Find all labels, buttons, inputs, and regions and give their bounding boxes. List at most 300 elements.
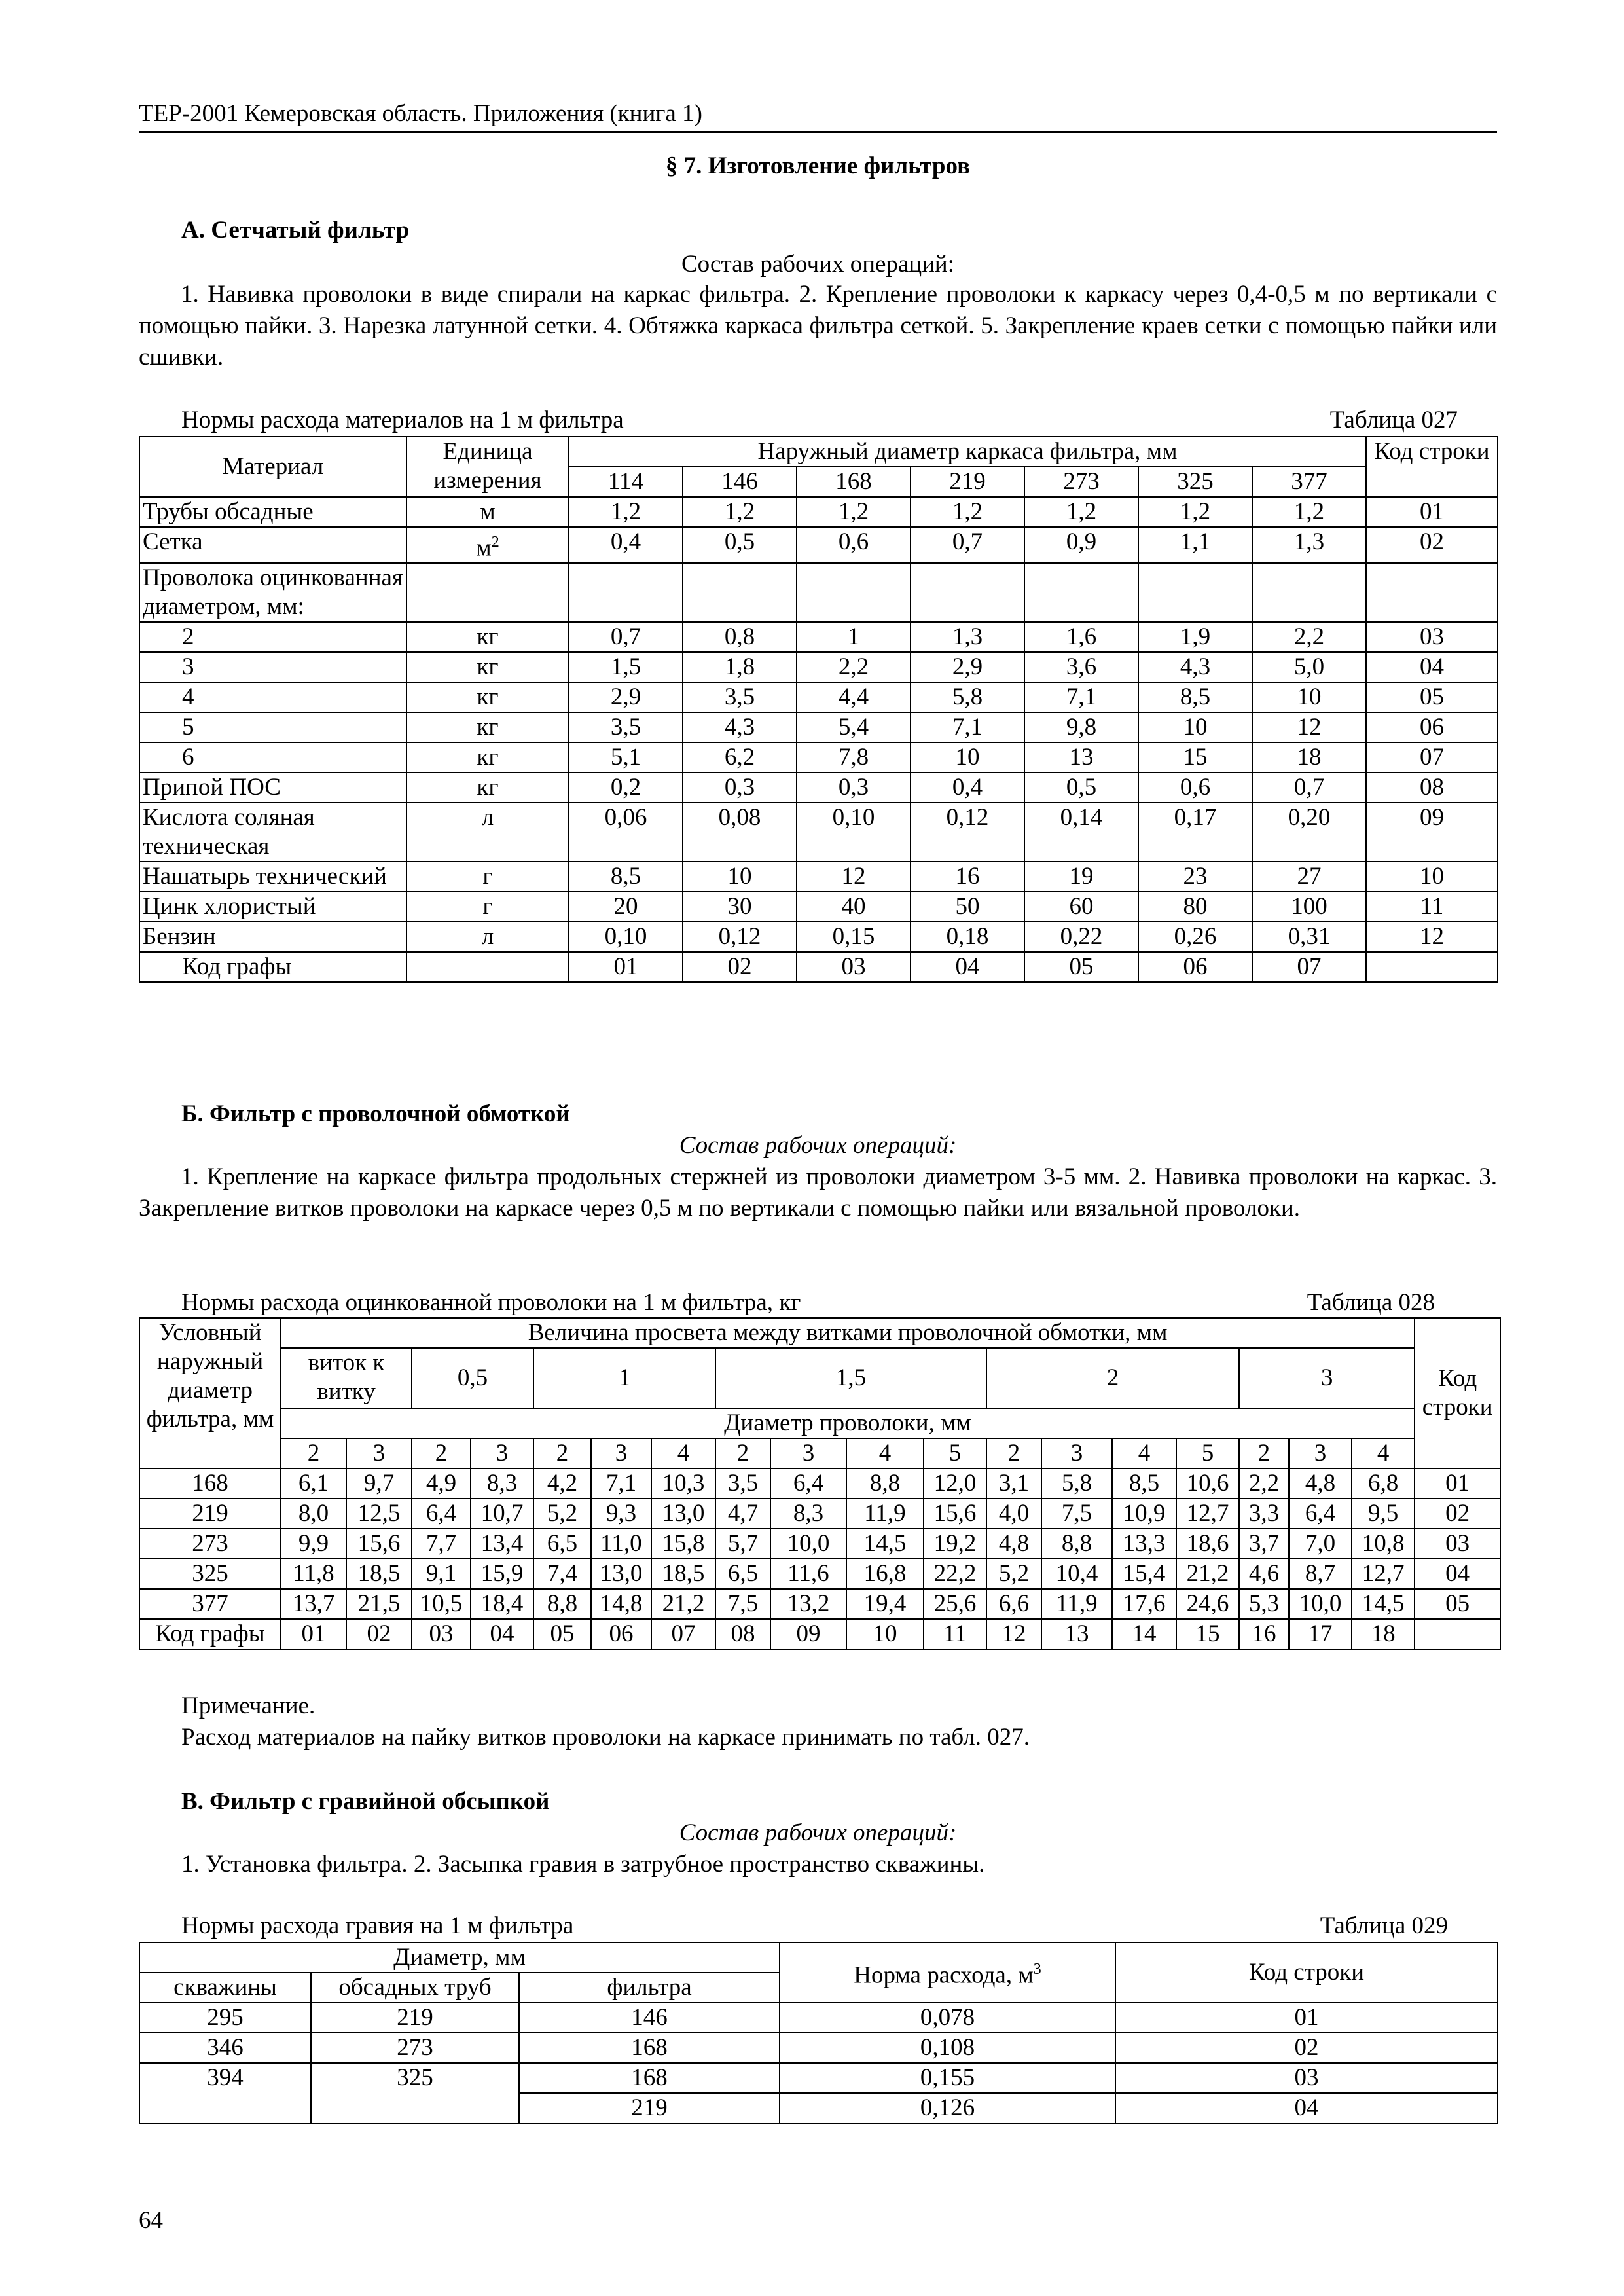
t27-value [1024, 563, 1138, 622]
t27-value: 1,3 [1252, 527, 1366, 563]
t27-value: 0,7 [911, 527, 1024, 563]
t27-value: 19 [1024, 862, 1138, 892]
t28-graph-code: 17 [1289, 1619, 1352, 1649]
t29-norm: 0,108 [780, 2033, 1115, 2063]
t28-value: 6,1 [281, 1468, 346, 1499]
t27-value: 0,12 [911, 803, 1024, 862]
t27-row [139, 527, 1498, 563]
t28-value: 8,8 [533, 1589, 591, 1619]
t28-value: 11,0 [591, 1529, 651, 1559]
t28-value: 10,3 [651, 1468, 715, 1499]
t28-value: 4,8 [986, 1529, 1041, 1559]
t28-value: 9,1 [412, 1559, 471, 1589]
t28-header-wire-diameter: Диаметр проволоки, мм [281, 1408, 1415, 1438]
t27-graph-code: 05 [1024, 952, 1138, 982]
t27-value: 0,06 [569, 803, 683, 862]
t27-value: 2,9 [569, 682, 683, 712]
t28-value: 11,9 [846, 1499, 924, 1529]
t28-wire-diameter: 3 [471, 1438, 533, 1468]
t29-norm: 0,126 [780, 2093, 1115, 2123]
t28-value: 4,8 [1289, 1468, 1352, 1499]
t27-value: 12 [1252, 712, 1366, 742]
t29-casing: 219 [311, 2003, 519, 2033]
t28-value: 15,4 [1112, 1559, 1176, 1589]
t27-material: 5 [139, 712, 406, 742]
t27-value: 1,9 [1138, 622, 1252, 652]
t28-graph-blank [1415, 1619, 1500, 1649]
t27-value: 0,10 [569, 922, 683, 952]
t28-value: 17,6 [1112, 1589, 1176, 1619]
t28-header-gap: Величина просвета между витками проволочной обмотки, мм [281, 1318, 1415, 1348]
t28-value: 22,2 [924, 1559, 986, 1589]
t27-code: 11 [1366, 892, 1498, 922]
t28-code: 03 [1415, 1529, 1500, 1559]
t28-value: 9,3 [591, 1499, 651, 1529]
t27-value [911, 563, 1024, 622]
t28-diameter: 219 [139, 1499, 281, 1529]
t28-value: 4,2 [533, 1468, 591, 1499]
t28-value: 14,5 [846, 1529, 924, 1559]
t27-unit [406, 922, 569, 952]
part-c-ops-text: 1. Установка фильтра. 2. Засыпка гравия в затрубное пространство скважины. [181, 1851, 985, 1878]
t28-code: 04 [1415, 1559, 1500, 1589]
t28-value: 10,6 [1176, 1468, 1239, 1499]
t27-value: 1 [797, 622, 911, 652]
t27-unit-text: г [482, 863, 493, 890]
t27-unit-text: кг [477, 653, 499, 681]
t27-diam-219: 219 [911, 467, 1024, 497]
t28-wire-diameter: 3 [770, 1438, 846, 1468]
t27-value: 0,10 [797, 803, 911, 862]
t27-value: 20 [569, 892, 683, 922]
t29-well: 394 [139, 2063, 311, 2123]
t27-unit [406, 622, 569, 652]
t28-value: 6,6 [986, 1589, 1041, 1619]
t28-value: 11,8 [281, 1559, 346, 1589]
t27-value: 0,4 [569, 527, 683, 563]
t28-wire-diameter: 2 [533, 1438, 591, 1468]
t27-material: 6 [139, 742, 406, 773]
t28-diameter: 273 [139, 1529, 281, 1559]
t28-diameter: 168 [139, 1468, 281, 1499]
t28-value: 5,2 [986, 1559, 1041, 1589]
t27-material: Проволока оцинкованная диаметром, мм: [139, 563, 406, 622]
t27-row [139, 622, 1498, 652]
t28-wire-diameter: 4 [1352, 1438, 1415, 1468]
t27-unit [406, 682, 569, 712]
t27-value: 3,5 [569, 712, 683, 742]
t29-code: 01 [1115, 2003, 1498, 2033]
t27-row [139, 682, 1498, 712]
t27-value: 2,2 [797, 652, 911, 682]
t27-value: 4,3 [1138, 652, 1252, 682]
t28-value: 18,5 [651, 1559, 715, 1589]
t27-value: 10 [1138, 712, 1252, 742]
t28-wire-diameter: 3 [1289, 1438, 1352, 1468]
t28-value: 6,4 [1289, 1499, 1352, 1529]
t28-value: 13,3 [1112, 1529, 1176, 1559]
t27-row [139, 773, 1498, 803]
t27-graph-code: 01 [569, 952, 683, 982]
t28-graph-label: Код графы [139, 1619, 281, 1649]
t27-unit-text: кг [477, 774, 499, 801]
t28-value: 13,0 [651, 1499, 715, 1529]
t27-unit [406, 652, 569, 682]
t28-value: 12,7 [1352, 1559, 1415, 1589]
t27-code: 10 [1366, 862, 1498, 892]
t29-code: 03 [1115, 2063, 1498, 2093]
t29-norm: 0,155 [780, 2063, 1115, 2093]
t29-filter: 219 [519, 2093, 780, 2123]
t29-header-casing: обсадных труб [311, 1973, 519, 2003]
t27-material: Сетка [139, 527, 406, 563]
t28-value: 9,5 [1352, 1499, 1415, 1529]
t27-code [1366, 563, 1498, 622]
t27-value: 1,6 [1024, 622, 1138, 652]
t28-value: 25,6 [924, 1589, 986, 1619]
part-a-heading: А. Сетчатый фильтр [181, 217, 410, 244]
t28-value: 8,0 [281, 1499, 346, 1529]
t27-value [797, 563, 911, 622]
t27-graph-code: 04 [911, 952, 1024, 982]
t27-row [139, 742, 1498, 773]
part-a-ops-title: Состав рабочих операций: [681, 251, 955, 278]
t28-graph-code: 05 [533, 1619, 591, 1649]
t27-value: 15 [1138, 742, 1252, 773]
t29-casing: 273 [311, 2033, 519, 2063]
t27-row [139, 497, 1498, 527]
t27-value: 18 [1252, 742, 1366, 773]
t27-value: 0,18 [911, 922, 1024, 952]
t28-value: 8,3 [471, 1468, 533, 1499]
table-027-caption-row [181, 406, 1458, 434]
t27-unit [406, 563, 569, 622]
t27-graph-blank [1366, 952, 1498, 982]
t28-graph-code: 13 [1041, 1619, 1112, 1649]
t28-value: 15,6 [924, 1499, 986, 1529]
t27-value: 10 [911, 742, 1024, 773]
t27-value: 23 [1138, 862, 1252, 892]
t28-value: 6,4 [770, 1468, 846, 1499]
t27-material: Нашатырь технический [139, 862, 406, 892]
t29-filter: 168 [519, 2033, 780, 2063]
t27-code: 09 [1366, 803, 1498, 862]
table-028-number: Таблица 028 [1307, 1289, 1435, 1316]
t27-unit-text: г [482, 893, 493, 920]
t27-material: 4 [139, 682, 406, 712]
t27-value: 1,2 [797, 497, 911, 527]
t27-value: 0,20 [1252, 803, 1366, 862]
t28-wire-diameter: 3 [1041, 1438, 1112, 1468]
t28-value: 8,8 [1041, 1529, 1112, 1559]
t28-value: 8,7 [1289, 1559, 1352, 1589]
t28-value: 9,7 [346, 1468, 412, 1499]
t27-material: Цинк хлористый [139, 892, 406, 922]
t28-value: 12,7 [1176, 1499, 1239, 1529]
t28-wire-diameter: 2 [1239, 1438, 1289, 1468]
running-header: ТЕР-2001 Кемеровская область. Приложения (книга 1) [139, 97, 1497, 133]
table-029-number: Таблица 029 [1320, 1912, 1448, 1939]
part-b-ops-title: Состав рабочих операций: [679, 1132, 957, 1159]
t27-header-code: Код строки [1366, 437, 1498, 497]
t28-value: 10,7 [471, 1499, 533, 1529]
t28-graph-code: 18 [1352, 1619, 1415, 1649]
t27-value: 1,2 [1252, 497, 1366, 527]
t28-row [139, 1529, 1500, 1559]
t28-value: 13,0 [591, 1559, 651, 1589]
t29-well: 346 [139, 2033, 311, 2063]
t28-graph-code: 15 [1176, 1619, 1239, 1649]
t27-material: 3 [139, 652, 406, 682]
t28-value: 7,0 [1289, 1529, 1352, 1559]
t28-value: 13,2 [770, 1589, 846, 1619]
t28-value: 8,5 [1112, 1468, 1176, 1499]
t27-unit [406, 862, 569, 892]
t28-wire-diameter: 4 [651, 1438, 715, 1468]
t27-value: 0,4 [911, 773, 1024, 803]
t27-graph-code: 06 [1138, 952, 1252, 982]
t27-value: 9,8 [1024, 712, 1138, 742]
t27-value: 0,17 [1138, 803, 1252, 862]
t27-value: 27 [1252, 862, 1366, 892]
t28-note-title: Примечание. [181, 1692, 316, 1719]
t27-value: 2,2 [1252, 622, 1366, 652]
table-027-caption: Нормы расхода материалов на 1 м фильтра [181, 407, 624, 433]
t28-value: 4,0 [986, 1499, 1041, 1529]
t28-wire-diameter: 3 [591, 1438, 651, 1468]
t28-value: 21,2 [651, 1589, 715, 1619]
t27-value: 7,1 [1024, 682, 1138, 712]
table-029 [139, 1942, 1498, 2124]
t28-value: 5,8 [1041, 1468, 1112, 1499]
t28-value: 9,9 [281, 1529, 346, 1559]
part-b-heading: Б. Фильтр с проволочной обмоткой [181, 1101, 570, 1127]
t27-unit-text: кг [477, 744, 499, 771]
t27-value: 1,2 [911, 497, 1024, 527]
t27-unit-text: л [481, 804, 494, 831]
t28-code: 02 [1415, 1499, 1500, 1529]
t28-value: 10,8 [1352, 1529, 1415, 1559]
t28-graph-code: 16 [1239, 1619, 1289, 1649]
t27-code: 01 [1366, 497, 1498, 527]
t27-graph-code: 03 [797, 952, 911, 982]
t28-note-text: Расход материалов на пайку витков проволоки на каркасе принимать по табл. 027. [181, 1724, 1030, 1751]
t27-value: 30 [683, 892, 797, 922]
t27-value: 16 [911, 862, 1024, 892]
t27-header-diameter: Наружный диаметр каркаса фильтра, мм [569, 437, 1366, 467]
t28-value: 3,1 [986, 1468, 1041, 1499]
t28-wire-diameter: 3 [346, 1438, 412, 1468]
t27-value: 5,4 [797, 712, 911, 742]
t27-unit [406, 742, 569, 773]
t27-value: 0,08 [683, 803, 797, 862]
t28-value: 21,5 [346, 1589, 412, 1619]
t27-value: 0,7 [569, 622, 683, 652]
t27-row [139, 652, 1498, 682]
t27-value: 1,2 [683, 497, 797, 527]
t29-header-well: скважины [139, 1973, 311, 2003]
t29-casing: 325 [311, 2063, 519, 2123]
t29-header-filter: фильтра [519, 1973, 780, 2003]
t28-diameter: 325 [139, 1559, 281, 1589]
t28-value: 8,3 [770, 1499, 846, 1529]
t27-value: 7,1 [911, 712, 1024, 742]
t27-unit-text: л [481, 923, 494, 951]
t27-material: 2 [139, 622, 406, 652]
t27-value: 12 [797, 862, 911, 892]
t28-gap-2: 2 [986, 1348, 1239, 1408]
t27-value: 8,5 [569, 862, 683, 892]
part-a-ops-text: 1. Навивка проволоки в виде спирали на каркас фильтра. 2. Крепление проволоки к каркасу через 0,4-0,5 м по вертикали с помощью пайки. 3. Нарезка латунной сетки. 4. Обтяжка каркаса фильтра сеткой. 5. Закрепление краев сетки с помощью пайки или сшивки. [139, 281, 1497, 371]
t28-graph-code: 11 [924, 1619, 986, 1649]
t28-value: 4,9 [412, 1468, 471, 1499]
t27-value: 1,1 [1138, 527, 1252, 563]
t27-value: 5,8 [911, 682, 1024, 712]
t28-wire-diameter: 2 [986, 1438, 1041, 1468]
t28-value: 6,5 [715, 1559, 770, 1589]
t27-row [139, 563, 1498, 622]
t27-value: 6,2 [683, 742, 797, 773]
t27-value: 40 [797, 892, 911, 922]
t28-value: 15,6 [346, 1529, 412, 1559]
t27-value: 0,6 [1138, 773, 1252, 803]
t28-graph-code: 08 [715, 1619, 770, 1649]
t27-unit [406, 803, 569, 862]
t27-value [1138, 563, 1252, 622]
t28-value: 24,6 [1176, 1589, 1239, 1619]
t28-value: 12,0 [924, 1468, 986, 1499]
t27-value: 0,7 [1252, 773, 1366, 803]
t28-value: 10,0 [770, 1529, 846, 1559]
t28-value: 5,2 [533, 1499, 591, 1529]
t27-row [139, 712, 1498, 742]
t29-well: 295 [139, 2003, 311, 2033]
t27-value: 0,2 [569, 773, 683, 803]
t28-value: 18,4 [471, 1589, 533, 1619]
t28-header-cond-diameter: Условный наружный диаметр фильтра, мм [139, 1318, 281, 1468]
t27-value: 0,15 [797, 922, 911, 952]
t28-wire-diameter: 2 [715, 1438, 770, 1468]
t27-value: 3,5 [683, 682, 797, 712]
t28-value: 13,4 [471, 1529, 533, 1559]
t28-row [139, 1589, 1500, 1619]
t28-wire-diameter: 4 [846, 1438, 924, 1468]
t27-unit-sup: 2 [491, 534, 499, 551]
t27-row [139, 892, 1498, 922]
t27-value: 2,9 [911, 652, 1024, 682]
t28-value: 7,5 [1041, 1499, 1112, 1529]
t28-wire-diameter: 2 [412, 1438, 471, 1468]
t27-material: Припой ПОС [139, 773, 406, 803]
t29-code: 02 [1115, 2033, 1498, 2063]
t27-row [139, 862, 1498, 892]
t27-header-unit: Единица измерения [406, 437, 569, 497]
t28-graph-code: 07 [651, 1619, 715, 1649]
t28-wire-diameter: 2 [281, 1438, 346, 1468]
t28-value: 3,3 [1239, 1499, 1289, 1529]
t27-diam-273: 273 [1024, 467, 1138, 497]
t29-norm-sup: 3 [1033, 1961, 1041, 1978]
t27-unit [406, 773, 569, 803]
t28-value: 13,7 [281, 1589, 346, 1619]
t28-value: 18,6 [1176, 1529, 1239, 1559]
t29-norm: 0,078 [780, 2003, 1115, 2033]
part-b-ops-text: 1. Крепление на каркасе фильтра продольных стержней из проволоки диаметром 3-5 мм. 2. Навивка проволоки на каркас. 3. Закрепление витков проволоки на каркасе через 0,5 м по вертикали с помощью пайки или вязальной проволоки. [139, 1163, 1497, 1222]
t27-value: 8,5 [1138, 682, 1252, 712]
t28-value: 14,5 [1352, 1589, 1415, 1619]
t28-row [139, 1499, 1500, 1529]
t28-wire-diameter: 4 [1112, 1438, 1176, 1468]
t29-filter: 146 [519, 2003, 780, 2033]
t27-value: 5,1 [569, 742, 683, 773]
t27-value: 5,0 [1252, 652, 1366, 682]
t27-unit-text: м [480, 498, 496, 525]
t28-gap-3: 3 [1239, 1348, 1415, 1408]
t28-value: 11,9 [1041, 1589, 1112, 1619]
t27-graph-label: Код графы [139, 952, 406, 982]
t27-value: 0,5 [1024, 773, 1138, 803]
t28-value: 15,8 [651, 1529, 715, 1559]
t29-header-diameter: Диаметр, мм [139, 1942, 780, 1973]
t27-value: 0,6 [797, 527, 911, 563]
t28-value: 4,6 [1239, 1559, 1289, 1589]
t28-wire-diameter: 5 [1176, 1438, 1239, 1468]
t28-value: 6,4 [412, 1499, 471, 1529]
t27-value: 0,8 [683, 622, 797, 652]
t28-value: 19,4 [846, 1589, 924, 1619]
t28-code: 05 [1415, 1589, 1500, 1619]
t28-value: 21,2 [1176, 1559, 1239, 1589]
t27-unit-text: кг [477, 683, 499, 711]
t28-value: 3,7 [1239, 1529, 1289, 1559]
t27-value: 80 [1138, 892, 1252, 922]
t28-graph-code: 12 [986, 1619, 1041, 1649]
t28-graph-code: 04 [471, 1619, 533, 1649]
t27-material: Кислота соляная техническая [139, 803, 406, 862]
t27-unit [406, 527, 569, 563]
section-title: § 7. Изготовление фильтров [665, 153, 971, 179]
t28-value: 5,3 [1239, 1589, 1289, 1619]
t28-value: 10,5 [412, 1589, 471, 1619]
t29-header-norm: Норма расхода, $м^3$ [780, 1942, 1115, 2003]
t29-code: 04 [1115, 2093, 1498, 2123]
t27-value: 0,22 [1024, 922, 1138, 952]
t27-value: 1,2 [1138, 497, 1252, 527]
t28-value: 7,7 [412, 1529, 471, 1559]
t28-value: 10,0 [1289, 1589, 1352, 1619]
t27-value: 7,8 [797, 742, 911, 773]
t28-value: 5,7 [715, 1529, 770, 1559]
t28-value: 10,9 [1112, 1499, 1176, 1529]
t28-value: 2,2 [1239, 1468, 1289, 1499]
table-027-number: Таблица 027 [1329, 407, 1458, 433]
t27-diam-325: 325 [1138, 467, 1252, 497]
t27-value [569, 563, 683, 622]
t29-header-code: Код строки [1115, 1942, 1498, 2003]
t28-graph-code: 10 [846, 1619, 924, 1649]
t27-code: 04 [1366, 652, 1498, 682]
t27-unit-text: м [476, 534, 492, 562]
t27-value: 60 [1024, 892, 1138, 922]
t28-value: 12,5 [346, 1499, 412, 1529]
t27-row [139, 803, 1498, 862]
t27-unit [406, 497, 569, 527]
t27-graph-code: 02 [683, 952, 797, 982]
table-028-caption: Нормы расхода оцинкованной проволоки на 1 м фильтра, кг [181, 1289, 801, 1316]
t27-value: 1,2 [1024, 497, 1138, 527]
t27-code: 12 [1366, 922, 1498, 952]
t27-value: 10 [683, 862, 797, 892]
